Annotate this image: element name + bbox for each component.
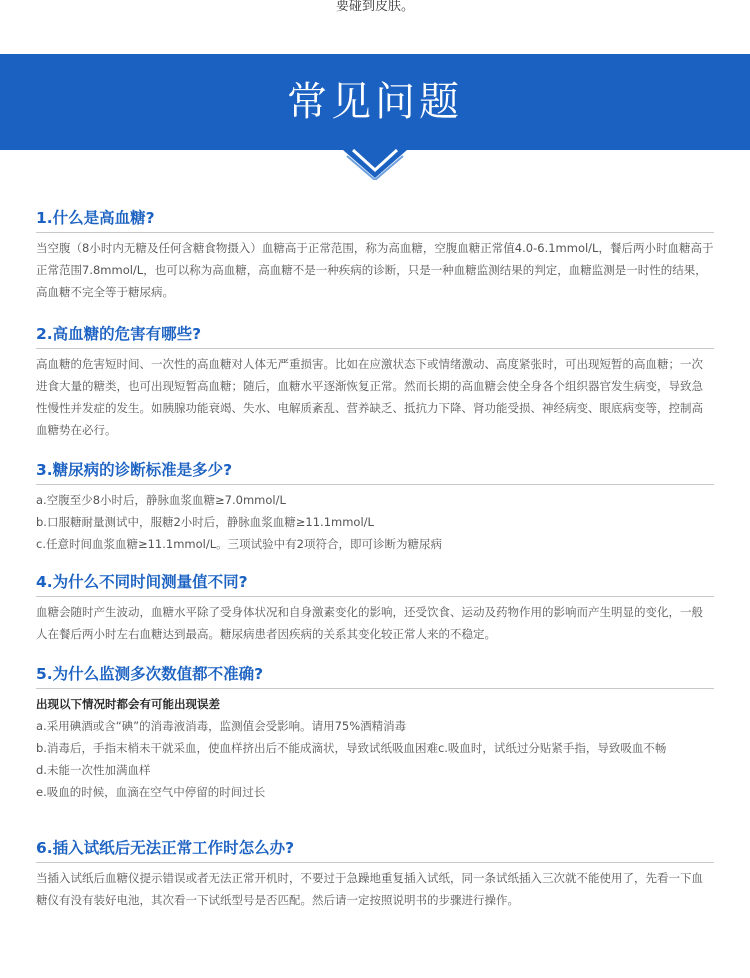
section-lead: 出现以下情况时都会有可能出现误差 <box>36 697 220 711</box>
section-title: 5.为什么监测多次数值都不准确? <box>36 664 714 689</box>
chevron-down-icon <box>343 146 407 180</box>
section-paragraph: 当空腹（8小时内无糖及任何含糖食物摄入）血糖高于正常范围，称为高血糖，空腹血糖正常值4.0-6.1mmol/L，餐后两小时血糖高于正常范围7.8mmol/L，也可以称为高血糖，高血糖不是一种疾病的诊断，只是一种血糖监测结果的判定，血糖监测是一时性的结果，高血糖不完全等于糖尿病。 <box>36 241 714 299</box>
top-text-fragment: 要碰到皮肤。 <box>335 0 414 14</box>
section-item: a.采用碘酒或含“碘”的消毒液消毒，监测值会受影响。请用75%酒精消毒 <box>36 719 407 733</box>
faq-section-5 <box>36 664 714 838</box>
section-item: d.未能一次性加满血样 <box>36 763 151 777</box>
banner-title: 常见问题 <box>287 79 463 125</box>
faq-section-6 <box>36 838 714 928</box>
section-item: e.吸血的时候，血滴在空气中停留的时间过长 <box>36 785 266 799</box>
faq-section-4 <box>36 572 714 664</box>
faq-section-1 <box>36 208 714 324</box>
section-paragraph: 血糖会随时产生波动，血糖水平除了受身体状况和自身激素变化的影响，还受饮食、运动及药物作用的影响而产生明显的变化，一般人在餐后两小时左右血糖达到最高。糖尿病患者因疾病的关系其变化较正常人来的不稳定。 <box>36 605 703 641</box>
section-paragraph: 当插入试纸后血糖仪提示错误或者无法正常开机时，不要过于急躁地重复插入试纸，同一条试纸插入三次就不能使用了，先看一下血糖仪有没有装好电池，其次看一下试纸型号是否匹配。然后请一定按照说明书的步骤进行操作。 <box>36 871 703 907</box>
section-title: 4.为什么不同时间测量值不同? <box>36 572 714 597</box>
section-item: a.空腹至少8小时后，静脉血浆血糖≥7.0mmol/L <box>36 493 286 507</box>
section-title: 1.什么是高血糖? <box>36 208 714 233</box>
section-title: 3.糖尿病的诊断标准是多少? <box>36 460 714 485</box>
faq-section-3 <box>36 460 714 572</box>
section-paragraph: 高血糖的危害短时间、一次性的高血糖对人体无严重损害。比如在应激状态下或情绪激动、高度紧张时，可出现短暂的高血糖；一次进食大量的糖类，也可出现短暂高血糖；随后，血糖水平逐渐恢复正常。然而长期的高血糖会使全身各个组织器官发生病变，导致急性慢性并发症的发生。如胰腺功能衰竭、失水、电解质紊乱、营养缺乏、抵抗力下降、肾功能受损、神经病变、眼底病变等，控制高血糖势在必行。 <box>36 357 703 437</box>
faq-section-2 <box>36 324 714 460</box>
section-item: b.口服糖耐量测试中，服糖2小时后，静脉血浆血糖≥11.1mmol/L <box>36 515 374 529</box>
section-title: 2.高血糖的危害有哪些? <box>36 324 714 349</box>
section-item: b.消毒后，手指末梢未干就采血，使血样挤出后不能成滴状，导致试纸吸血困难c.吸血时，试纸过分贴紧手指，导致吸血不畅 <box>36 741 667 755</box>
faq-content <box>36 208 714 928</box>
section-title: 6.插入试纸后无法正常工作时怎么办? <box>36 838 714 863</box>
faq-banner <box>0 54 750 150</box>
section-item: c.任意时间血浆血糖≥11.1mmol/L。三项试验中有2项符合，即可诊断为糖尿病 <box>36 537 442 551</box>
